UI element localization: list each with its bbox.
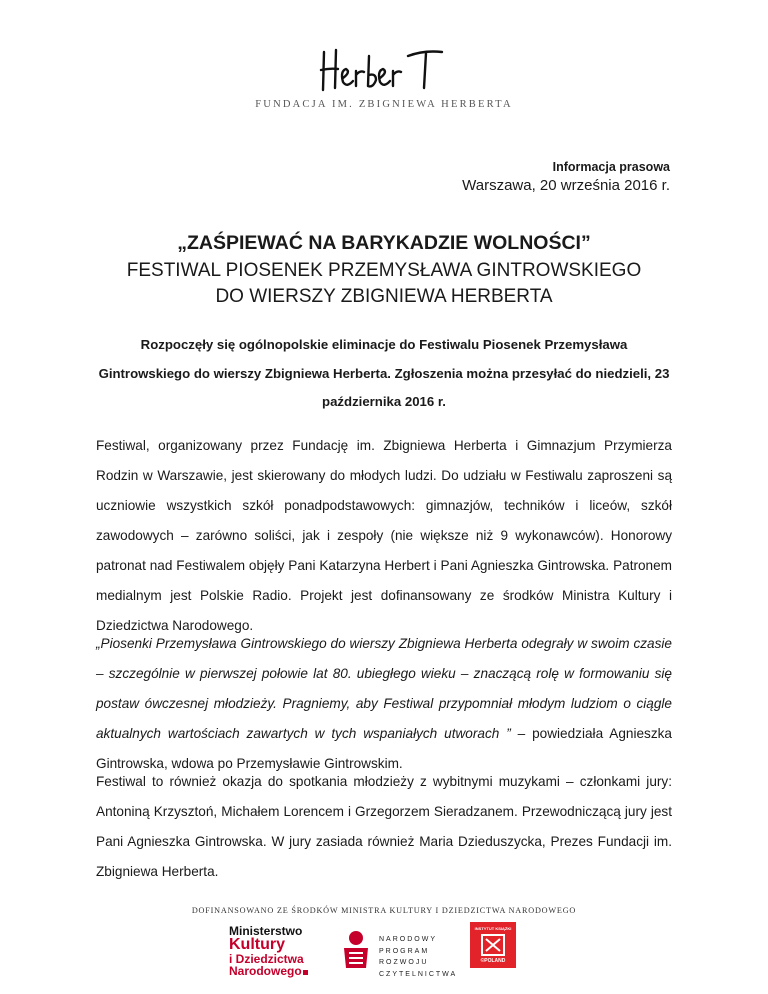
book-institute-logo: INSTYTUT KSIĄŻKI ©POLAND <box>470 922 516 968</box>
press-release-label: Informacja prasowa <box>552 160 670 174</box>
ministry-logo-line-3: i Dziedzictwa <box>229 952 304 966</box>
body-paragraph-1: Festiwal, organizowany przez Fundację im. Zbigniewa Herberta i Gimnazjum Przymierza Rodzin w Warszawie, jest skierowany do młodych ludzi. Do udziału w Festiwalu zaproszeni są uczniowie wszystkich szkół ponadpodstawowych: gimnazjów, techników i liceów, szkół zawodowych – zarówno soliści, jak i zespoły (nie większe niż 9 wykonawców). Honorowy patronat nad Festiwalem objęły Pani Katarzyna Herbert i Pani Agnieszka Gintrowska. Patronem medialnym jest Polskie Radio. Projekt jest dofinansowany ze środków Ministra Kultury i Dziedzictwa Narodowego. <box>96 438 672 633</box>
quote-attribution: – powiedziała Agnieszka Gintrowska, wdowa po Przemysławie Gintrowskim. <box>96 726 672 771</box>
foundation-subtitle: FUNDACJA IM. ZBIGNIEWA HERBERTA <box>255 99 513 110</box>
ministry-logo <box>229 925 308 977</box>
funding-caption: DOFINANSOWANO ZE ŚRODKÓW MINISTRA KULTURY I DZIEDZICTWA NARODOWEGO <box>191 906 577 915</box>
reading-program-text: NARODOWY PROGRAM ROZWOJU CZYTELNICTWA <box>379 936 458 978</box>
document-subtitle-line-2: DO WIERSZY ZBIGNIEWA HERBERTA <box>215 286 553 307</box>
reading-program-icon <box>341 928 371 972</box>
ministry-logo-line-2: Kultury <box>229 936 285 953</box>
herbert-signature-logo <box>318 44 450 94</box>
ministry-logo-line-4: Narodowego <box>229 965 308 977</box>
document-subtitle-line-1: FESTIWAL PIOSENEK PRZEMYSŁAWA GINTROWSKIEGO <box>126 260 642 281</box>
book-icon <box>481 934 505 956</box>
document-title: „ZAŚPIEWAĆ NA BARYKADZIE WOLNOŚCI” <box>177 232 591 254</box>
body-paragraph-3: Festiwal to również okazja do spotkania młodzieży z wybitnymi muzykami – członkami jury: Antoniną Krzysztoń, Michałem Lorencem i Grzegorzem Sieradzanem. Przewodniczącą jury jest Pani Agnieszka Gintrowska. W jury zasiada również Maria Dzieduszycka, Prezes Fundacji im. Zbigniewa Herberta. <box>96 774 672 879</box>
quote-text: „Piosenki Przemysława Gintrowskiego do wierszy Zbigniewa Herberta odegrały w swoim czasie – szczególnie w pierwszej połowie lat 80. ubiegłego wieku – znaczącą rolę w formowaniu się postaw ówczesnej młodzieży. Pragniemy, aby Festiwal przypomniał młodym ludziom o ciągle aktualnych wartościach zawartych w tych wspaniałych utworach ” <box>96 636 672 741</box>
press-release-date: Warszawa, 20 września 2016 r. <box>462 177 670 194</box>
ministry-logo-line-1: Ministerstwo <box>229 924 303 938</box>
body-paragraph-2 <box>96 629 672 779</box>
lead-paragraph: Rozpoczęły się ogólnopolskie eliminacje do Festiwalu Piosenek Przemysława Gintrowskiego do wierszy Zbigniewa Herberta. Zgłoszenia można przesyłać do niedzieli, 23 października 2016 r. <box>98 337 670 409</box>
